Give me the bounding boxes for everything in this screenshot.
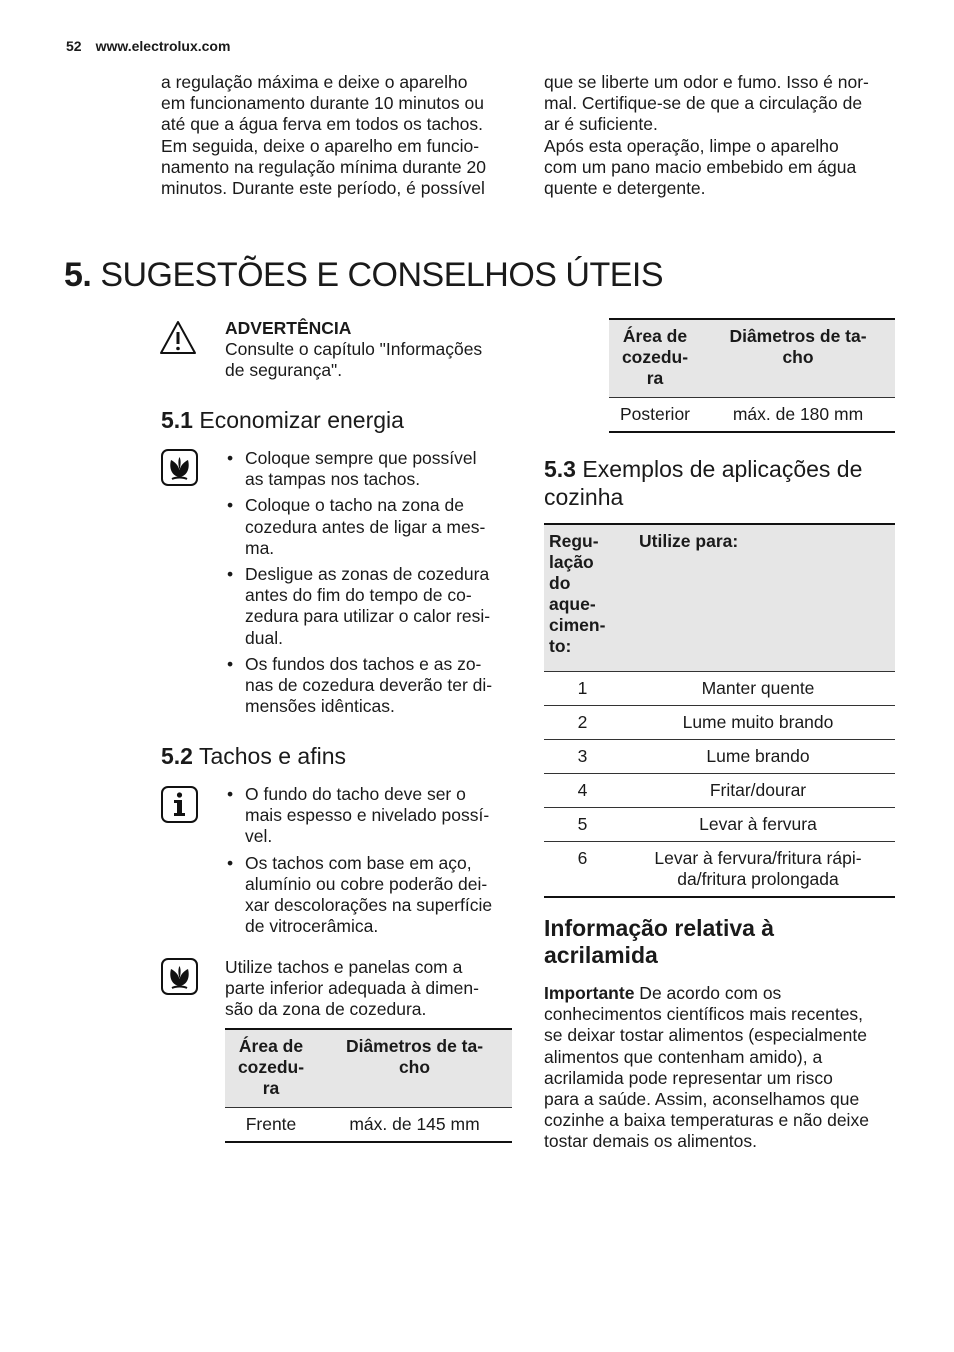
eco-note [225,957,525,1021]
text-line: Área de [622,326,688,346]
table-cell: máx. de 180 mm [701,398,895,433]
table-cell: Fritar/dourar [621,774,895,808]
warning-block [225,318,525,382]
table-front-zone [225,1028,512,1143]
section-title [64,256,663,295]
text-line: Consulte o capítulo "Informações [225,339,483,360]
acrylamide-paragraph [544,983,904,1153]
list-item [226,784,526,848]
table-cell: Levar à fervura [621,808,895,842]
text-line: alimentos que contenham amido), a [544,1046,823,1067]
text-line: nas de cozedura deverão ter di- [245,675,493,696]
text-line: se deixar tostar alimentos (especialmente [544,1025,867,1046]
page-header [66,38,230,54]
text-line: quente e detergente. [544,178,706,199]
table-header-cell [317,1029,512,1108]
table-cell: Frente [225,1108,317,1143]
list-item [226,448,526,490]
text-line: ra [262,1078,280,1098]
table-row [225,1108,512,1143]
text-line: da/fritura prolongada [677,869,839,889]
subsection-number: 5.1 [161,407,193,433]
text-line: mal. Certifique-se de que a circulação de [544,93,863,114]
header-url: www.electrolux.com [95,38,231,54]
subsection-title-text: Exemplos de aplicações de [582,456,863,482]
table-cell: 4 [544,774,621,808]
table-header-cell [225,1029,317,1108]
text-line: vel. [245,826,273,847]
text-line: com um pano macio embebido em água [544,156,857,177]
table-cell: 5 [544,808,621,842]
table-row [609,398,895,433]
subsection-number: 5.2 [161,743,193,769]
text-line: Diâmetros de ta- [345,1036,484,1056]
warning-title: ADVERTÊNCIA [225,318,352,338]
page-number: 52 [66,38,82,54]
text-line: do [549,573,571,593]
subsection-title-text: Economizar energia [199,407,404,433]
section-title-text: SUGESTÕES E CONSELHOS ÚTEIS [100,256,664,294]
table-cell: 6 [544,842,621,898]
table-row [544,808,895,842]
text-line: xar descolorações na superfície [245,895,493,916]
subsection-5-1-title [161,406,404,434]
text-line: de vitrocerâmica. [245,916,379,937]
text-line: Utilize para: [639,531,739,551]
table-header-cell [544,524,621,672]
table-row [544,740,895,774]
text-line: zedura para utilizar o calor resi- [245,606,491,627]
table-header-cell [621,524,895,672]
text-line: Levar à fervura/fritura rápi- [654,848,862,868]
table-cell: 1 [544,672,621,706]
text-line: ra [646,368,664,388]
subsection-5-2-title [161,742,346,770]
table-header-cell [609,319,701,398]
eco-leaf-icon [161,449,198,486]
text-line: • Desligue as zonas de cozedura [245,564,490,585]
table-cell: Posterior [609,398,701,433]
list-item [226,853,526,938]
text-line: parte inferior adequada à dimen- [225,978,479,999]
text-line: ar é suficiente. [544,114,658,135]
table-row [544,842,895,898]
text-line: conhecimentos científicos mais recentes, [544,1004,864,1025]
bullet-list-5-2 [226,784,526,942]
text-line: mensões idênticas. [245,696,395,717]
text-line: Diâmetros de ta- [729,326,867,346]
text-line: tostar demais os alimentos. [544,1131,758,1152]
info-icon [161,786,198,823]
subsection-number: 5.3 [544,456,576,482]
text-line: De acordo com os [634,983,782,1003]
table-header-cell [701,319,895,398]
text-line: cozinhe a baixa temperaturas e não deixe [544,1110,869,1131]
eco-leaf-icon [161,958,198,995]
text-line: Utilize tachos e panelas com a [225,957,463,977]
text-line: Após esta operação, limpe o aparelho [544,135,839,156]
text-line: em funcionamento durante 10 minutos ou [161,93,484,114]
intro-left-column [161,72,513,199]
text-line: alumínio ou cobre poderão dei- [245,873,488,894]
text-line: antes do fim do tempo de co- [245,585,472,606]
list-item [226,495,526,559]
text-line: to: [549,636,572,656]
important-label: Importante [544,983,635,1003]
text-line: Regu- [549,531,599,551]
subsection-title-text: cozinha [544,484,624,510]
text-line: Área de [238,1036,304,1056]
subsection-5-3-title [544,455,904,511]
list-item [226,654,526,718]
bullet-list-5-1 [226,448,526,722]
text-line: de segurança". [225,360,343,381]
list-item [226,564,526,649]
table-cell: Manter quente [621,672,895,706]
table-row [544,774,895,808]
text-line: acrilamida [544,942,658,968]
table-cell: 2 [544,706,621,740]
text-line: cozedu- [237,1057,305,1077]
text-line: para a saúde. Assim, aconselhamos que [544,1089,860,1110]
text-line: minutos. Durante este período, é possível [161,178,485,199]
table-cell: máx. de 145 mm [317,1108,512,1143]
text-line: ma. [245,537,275,558]
table-cell: 3 [544,740,621,774]
table-row [544,706,895,740]
intro-right-column [544,72,896,199]
text-line: namento na regulação mínima durante 20 [161,156,486,177]
text-line: até que a água ferva em todos os tachos. [161,114,484,135]
table-row [544,672,895,706]
text-line: acrilamida pode representar um risco [544,1067,833,1088]
text-line: lação [549,552,594,572]
text-line: a regulação máxima e deixe o aparelho [161,72,468,92]
text-line: • Os fundos dos tachos e as zo- [245,653,482,674]
warning-triangle-icon [159,320,197,356]
text-line: aque- [549,594,596,614]
table-cell [621,842,895,898]
subsection-title-text: Tachos e afins [198,743,346,769]
text-line: dual. [245,627,283,648]
text-line: • Coloque sempre que possível [245,448,477,468]
table-heat-settings [544,523,895,898]
text-line: cimen- [549,615,606,635]
text-line: Informação relativa à [544,915,775,941]
table-cell: Lume muito brando [621,706,895,740]
text-line: cho [398,1057,431,1077]
section-number: 5. [64,256,92,294]
text-line: que se liberte um odor e fumo. Isso é nor- [544,72,869,92]
text-line: cozedu- [621,347,689,367]
text-line: as tampas nos tachos. [245,469,421,490]
acrylamide-title [544,915,774,969]
text-line: • Os tachos com base em aço, [245,852,472,873]
text-line: • O fundo do tacho deve ser o [245,784,466,804]
table-rear-zone [609,318,895,433]
text-line: são da zona de cozedura. [225,999,427,1020]
text-line: cozedura antes de ligar a mes- [245,516,486,537]
text-line: • Coloque o tacho na zona de [245,495,464,516]
text-line: cho [782,347,814,367]
text-line: Em seguida, deixe o aparelho em funcio- [161,135,480,156]
table-cell: Lume brando [621,740,895,774]
text-line: mais espesso e nivelado possí- [245,805,490,826]
